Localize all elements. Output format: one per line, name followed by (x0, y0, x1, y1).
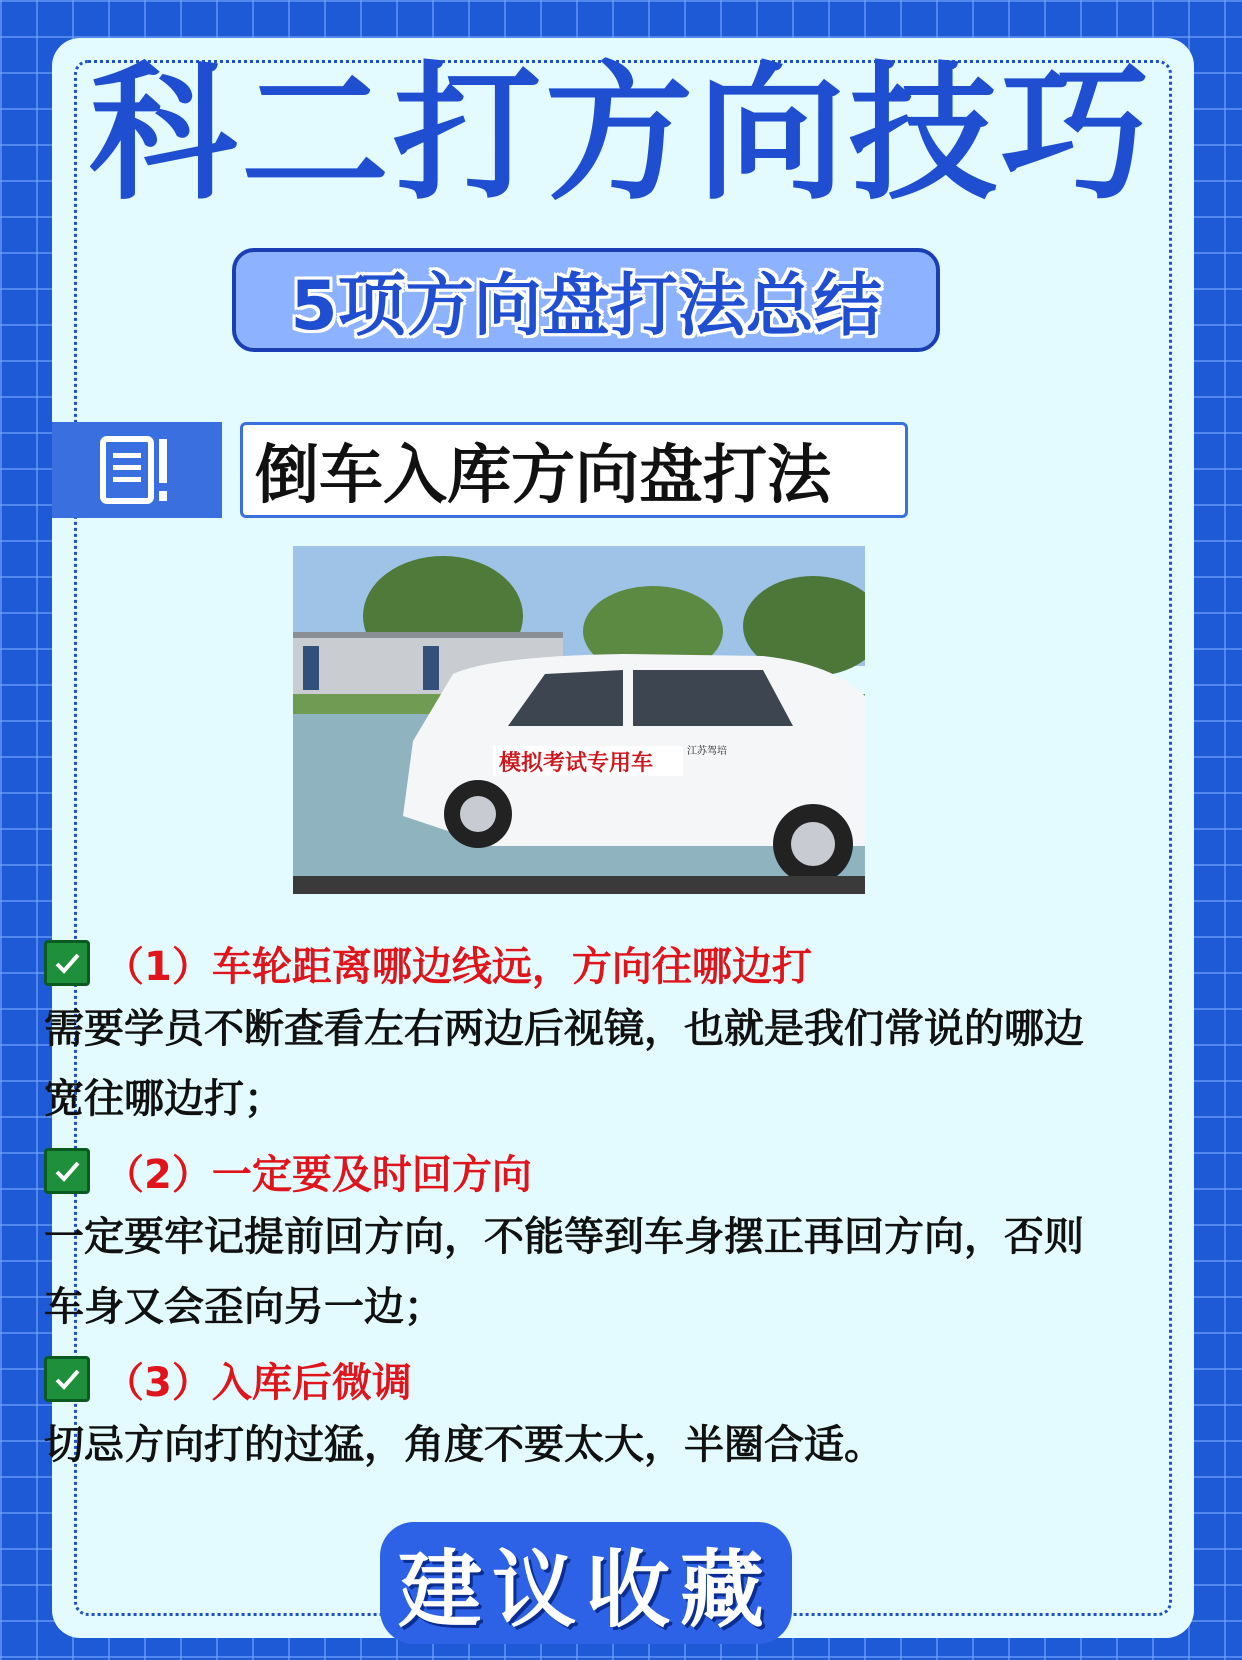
cta-text: 建议收藏 (397, 1540, 774, 1639)
item-body: 一定要牢记提前回方向，不能等到车身摆正再回方向，否则车身又会歪向另一边； (44, 1214, 1084, 1330)
section-heading (240, 422, 908, 518)
item-body: 需要学员不断查看左右两边后视镜，也就是我们常说的哪边宽往哪边打； (44, 1006, 1084, 1122)
subtitle-text: 5项方向盘打法总结 (290, 266, 882, 346)
section-icon-box (52, 422, 222, 518)
item-title: （1）车轮距离哪边线远，方向往哪边打 (104, 943, 812, 990)
bookmark-cta[interactable] (380, 1522, 792, 1644)
car-side-text: 模拟考试专用车 (499, 751, 654, 776)
list-item (44, 932, 1114, 1134)
item-title: （3）入库后微调 (104, 1359, 412, 1406)
training-car-photo (293, 546, 865, 894)
subtitle-banner (232, 248, 940, 352)
item-title: （2）一定要及时回方向 (104, 1151, 532, 1198)
check-icon (44, 940, 90, 986)
car-side-small-text: 江苏驾培 (687, 746, 727, 757)
check-icon (44, 1356, 90, 1402)
list-item (44, 1140, 1114, 1342)
item-body: 切忌方向打的过猛，角度不要太大，半圈合适。 (44, 1422, 884, 1468)
document-alert-icon (97, 435, 177, 505)
tips-list (44, 932, 1114, 1486)
page-title: 科二打方向技巧 (89, 48, 1153, 220)
car-photo-illustration (293, 546, 865, 894)
section-heading-text: 倒车入库方向盘打法 (255, 439, 831, 513)
check-icon (44, 1148, 90, 1194)
list-item (44, 1348, 1114, 1480)
